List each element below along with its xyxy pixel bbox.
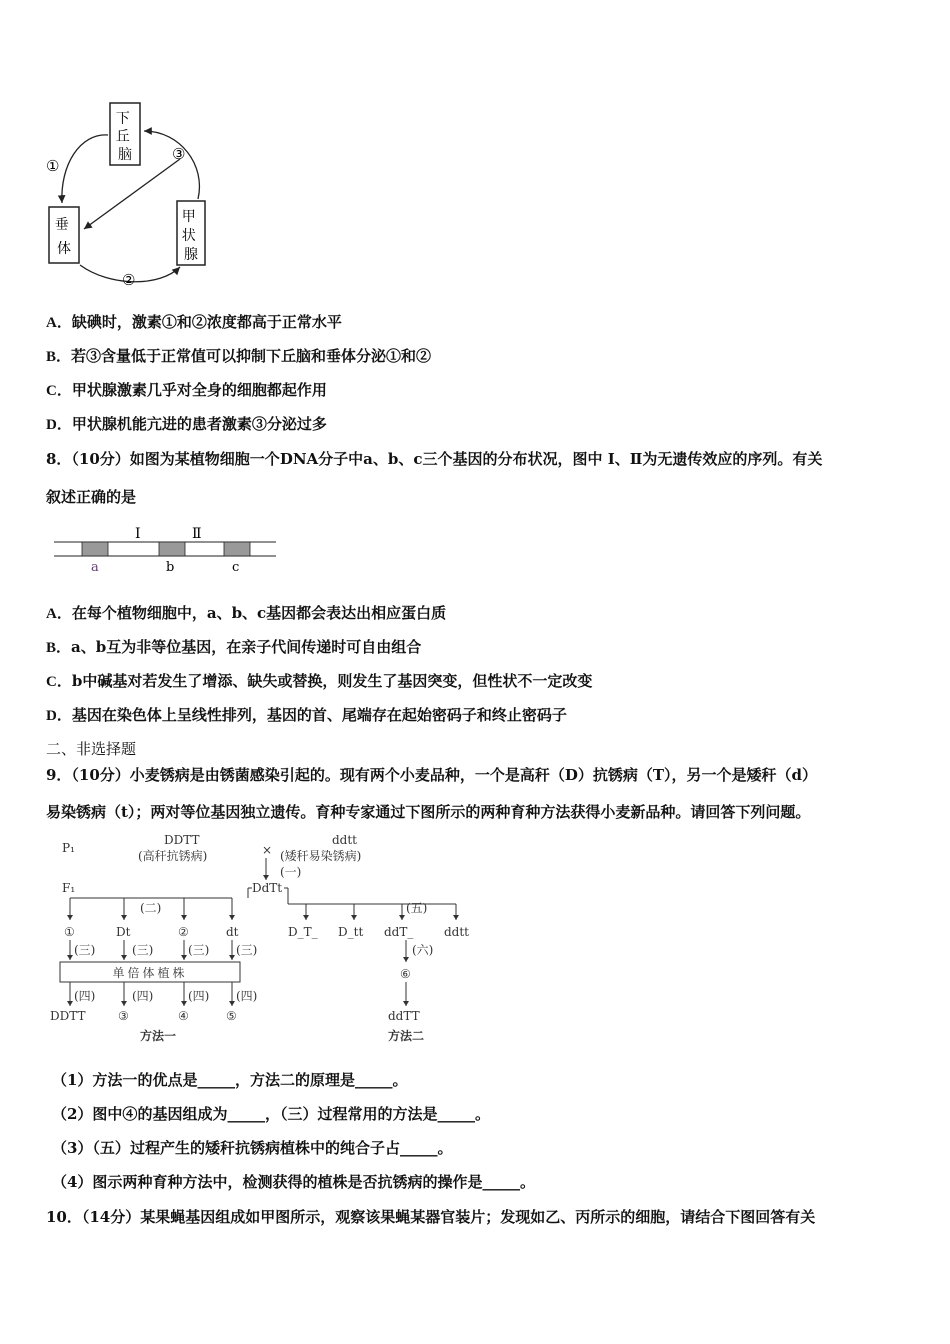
arrow-3b xyxy=(84,159,180,229)
result-ddTT: ddTT xyxy=(388,1009,420,1023)
gamete-1: ① xyxy=(64,925,75,939)
step-3-c: (三) xyxy=(188,943,210,957)
gene-a-block xyxy=(82,542,108,556)
method-one-label: 方法一 xyxy=(140,1029,177,1043)
q7-option-a: A．缺碘时，激素①和②浓度都高于正常水平 xyxy=(46,313,342,331)
parent2-desc: (矮秆易染锈病) xyxy=(280,849,362,863)
q9-sub-2: （2）图中④的基因组成为_____，（三）过程常用的方法是_____。 xyxy=(52,1105,490,1123)
section-title: 二、非选择题 xyxy=(46,740,137,758)
method-two-label: 方法二 xyxy=(388,1029,425,1043)
q9-sub-1: （1）方法一的优点是_____，方法二的原理是_____。 xyxy=(52,1071,408,1089)
step-2: (二) xyxy=(140,901,162,915)
gene-c-block xyxy=(224,542,250,556)
gamete-2: ② xyxy=(178,925,189,939)
label-b: b xyxy=(166,560,175,574)
pituitary-label: 垂 体 xyxy=(54,217,71,257)
hormone-cycle-figure xyxy=(40,95,220,295)
label-I: Ⅰ xyxy=(135,526,141,542)
q9-stem-line1: 9．（10分）小麦锈病是由锈菌感染引起的。现有两个小麦品种，一个是高秆（D）抗锈病（T），另一个是矮秆（d） xyxy=(46,766,817,784)
gamete-dt2: dt xyxy=(226,925,239,939)
gamete-dt1: Dt xyxy=(116,925,131,939)
q8-stem-line2: 叙述正确的是 xyxy=(46,488,137,506)
q8-option-c: C．b中碱基对若发生了增添、缺失或替换，则发生了基因突变，但性状不一定改变 xyxy=(46,672,593,690)
step-3-b: (三) xyxy=(132,943,154,957)
step-6: (六) xyxy=(412,943,434,957)
step-4-d: (四) xyxy=(236,989,258,1003)
q7-option-c: C．甲状腺激素几乎对全身的细胞都起作用 xyxy=(46,381,327,399)
offspring-1: D_T_ xyxy=(288,925,318,939)
step-5: (五) xyxy=(406,901,428,915)
label-a: a xyxy=(91,560,99,574)
parent2-genotype: ddtt xyxy=(332,833,358,847)
q7-option-b: B．若③含量低于正常值可以抑制下丘脑和垂体分泌①和② xyxy=(46,347,432,365)
q9-sub-4: （4）图示两种育种方法中，检测获得的植株是否抗锈病的操作是_____。 xyxy=(52,1173,535,1191)
offspring-2: D_tt xyxy=(338,925,364,939)
label-n1: ① xyxy=(46,157,60,175)
q9-stem-line2: 易染锈病（t）；两对等位基因独立遗传。育种专家通过下图所示的两种育种方法获得小麦新品种。请回答下列问题。 xyxy=(46,803,811,821)
label-c: c xyxy=(232,560,240,574)
parent1-desc: (高秆抗锈病) xyxy=(138,849,208,863)
step-4-c: (四) xyxy=(188,989,210,1003)
haploid-label: 单倍体植株 xyxy=(112,966,188,980)
step-4-a: (四) xyxy=(74,989,96,1003)
label-n3: ③ xyxy=(172,145,186,163)
arrow-1 xyxy=(62,135,108,203)
step-4-b: (四) xyxy=(132,989,154,1003)
q9-sub-3: （3）（五）过程产生的矮秆抗锈病植株中的纯合子占_____。 xyxy=(52,1139,453,1157)
q8-option-d: D．基因在染色体上呈线性排列，基因的首、尾端存在起始密码子和终止密码子 xyxy=(46,706,567,724)
offspring-4: ddtt xyxy=(444,925,470,939)
label-n2: ② xyxy=(122,271,136,289)
q10-stem-line1: 10．（14分）某果蝇基因组成如甲图所示，观察该果蝇某器官装片；发现如乙、丙所示的细胞，请结合下图回答有关 xyxy=(46,1208,816,1226)
step-3-a: (三) xyxy=(74,943,96,957)
cross-symbol: × xyxy=(262,843,273,857)
q8-option-a: A．在每个植物细胞中，a、b、c基因都会表达出相应蛋白质 xyxy=(46,604,447,622)
label-II: Ⅱ xyxy=(192,526,202,542)
p1-label: P₁ xyxy=(62,841,75,855)
result-3: ③ xyxy=(118,1009,129,1023)
f1-label: F₁ xyxy=(62,881,76,895)
result-ddtt: DDTT xyxy=(50,1009,86,1023)
q7-option-d: D．甲状腺机能亢进的患者激素③分泌过多 xyxy=(46,415,327,433)
breeding-methods-figure xyxy=(44,830,484,1050)
hypothalamus-label: 下 丘 脑 xyxy=(115,111,132,163)
f1-genotype: DdTt xyxy=(252,881,283,895)
step-3-d: (三) xyxy=(236,943,258,957)
step-1: (一) xyxy=(280,865,302,879)
parent1-genotype: DDTT xyxy=(164,833,200,847)
result-5: ⑤ xyxy=(226,1009,237,1023)
gene-b-block xyxy=(159,542,185,556)
q8-stem-line1: 8．（10分）如图为某植物细胞一个DNA分子中a、b、c三个基因的分布状况，图中 Ⅰ、Ⅱ为无遗传效应的序列。有关 xyxy=(46,450,823,468)
dna-gene-figure xyxy=(50,522,282,574)
q8-option-b: B．a、b互为非等位基因，在亲子代间传递时可自由组合 xyxy=(46,638,422,656)
thyroid-label: 甲 状 腺 xyxy=(181,209,198,263)
result-4: ④ xyxy=(178,1009,189,1023)
result-6: ⑥ xyxy=(400,967,411,981)
offspring-3: ddT_ xyxy=(384,925,414,939)
